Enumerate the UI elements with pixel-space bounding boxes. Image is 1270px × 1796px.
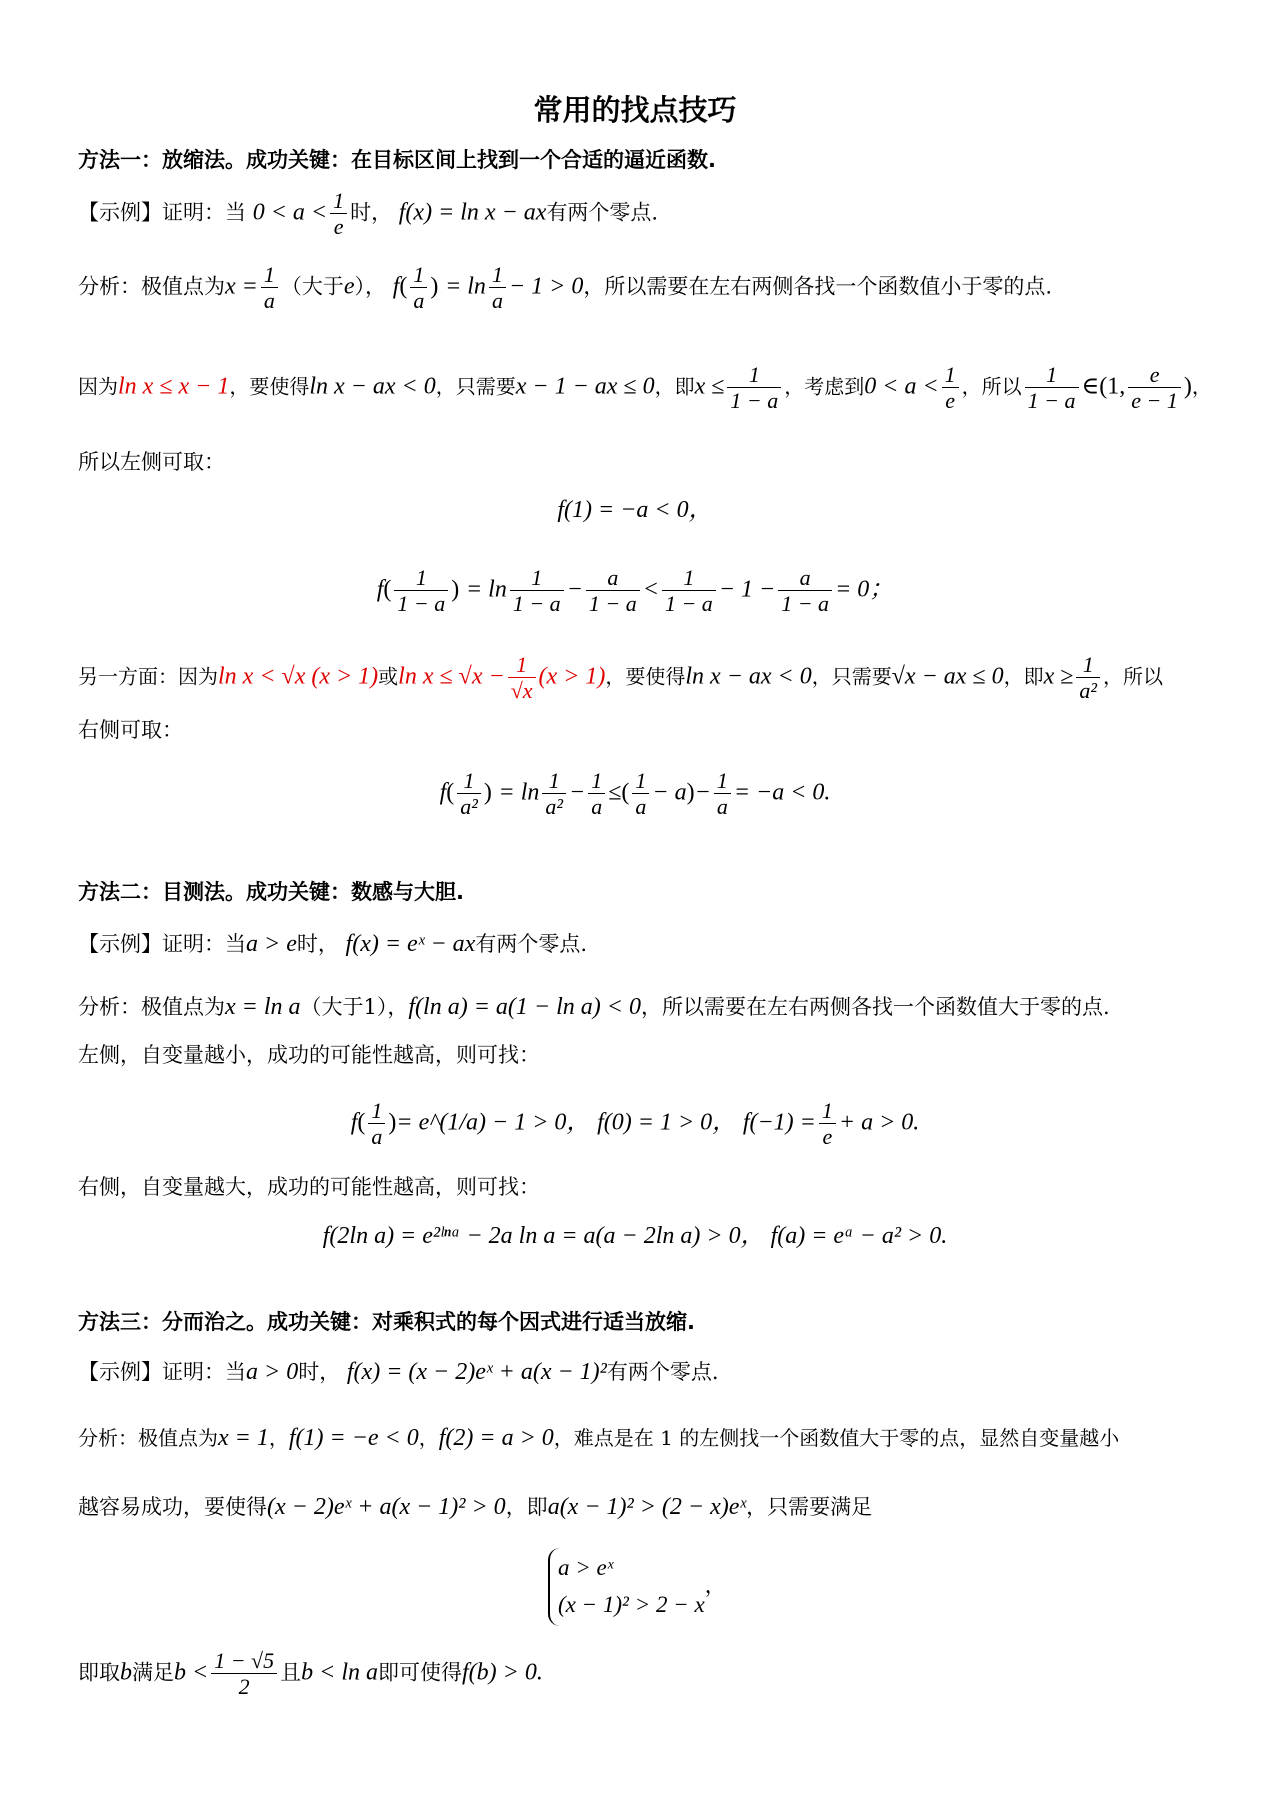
- analysis-f1: f(1) = −e < 0: [288, 1425, 419, 1451]
- analysis-text: ，只需要满足: [746, 1495, 873, 1519]
- need-text: ，只需要: [435, 374, 516, 399]
- frac-num: 1: [727, 362, 781, 388]
- frac-den: a²: [545, 794, 564, 820]
- analysis-suffix: ，所以需要在左右两侧各找一个函数值大于零的点.: [640, 995, 1110, 1019]
- fraction-1-over-a: [632, 768, 649, 820]
- fraction-1-over-e: [942, 362, 959, 414]
- right-take-text: 右侧可取：: [78, 718, 183, 742]
- final-text: 即可使得: [378, 1660, 462, 1685]
- analysis-prefix: 分析：极值点为: [78, 1426, 218, 1450]
- eq-rest: = e^(1/a) − 1 > 0，: [396, 1109, 591, 1136]
- case-brace: [548, 1548, 705, 1626]
- frac-den: a: [413, 288, 425, 314]
- example-mid: 时，: [298, 1360, 341, 1384]
- need-expr: x − 1 − ax ≤ 0: [515, 373, 655, 400]
- frac-den: a: [635, 794, 647, 820]
- frac-den: 1 − a: [397, 591, 446, 617]
- eq-minus: −: [569, 779, 586, 806]
- fraction-1-minus-sqrt5-over-2: [211, 1648, 277, 1700]
- eq-minus: −: [566, 576, 583, 603]
- because-text: 因为: [78, 374, 118, 399]
- fraction-1-over-a: [410, 262, 427, 314]
- analysis-prefix: 分析：极值点为: [78, 274, 225, 299]
- page-title: 常用的找点技巧: [533, 93, 737, 127]
- eq-right: f(2ln a) = e²ˡⁿᵃ − 2a ln a = a(a − 2ln a) > 0， f(a) = eᵃ − a² > 0.: [322, 1223, 948, 1249]
- inequality-condition: (x > 1): [538, 663, 606, 690]
- fraction-1-over-a-squared: [1076, 652, 1100, 704]
- eq-f0: f(0) = 1 > 0，: [597, 1109, 737, 1136]
- frac-den: a: [371, 1124, 383, 1150]
- analysis-paren: （大于1），: [300, 995, 409, 1019]
- analysis-expr1: (x − 2)eˣ + a(x − 1)² > 0: [267, 1494, 506, 1520]
- frac-num: 1: [330, 188, 347, 214]
- fraction-1-over-a: [714, 768, 731, 820]
- analysis-x: x = 1: [218, 1425, 269, 1451]
- eq-ln: = ln: [498, 779, 540, 806]
- method3-example: [78, 1358, 1210, 1387]
- example-condition: a > e: [246, 931, 297, 957]
- method3-final: [78, 1648, 1210, 1700]
- fraction-e-over-e-minus-1: [1128, 362, 1181, 414]
- need-expr: x ≥: [1043, 663, 1074, 690]
- eq-end: + a > 0.: [838, 1109, 920, 1136]
- example-function: f(x) = ln x − ax: [398, 199, 547, 226]
- example-suffix: 有两个零点.: [475, 932, 588, 956]
- frac-den: e − 1: [1131, 388, 1178, 414]
- frac-num: 1: [368, 1098, 385, 1124]
- example-tag: 【示例】: [78, 1360, 162, 1384]
- frac-num: 1: [714, 768, 731, 794]
- frac-num: 1: [662, 565, 716, 591]
- method3-analysis-line2: [78, 1493, 1210, 1522]
- analysis-x: x =: [225, 273, 258, 300]
- eq-minus: −: [694, 779, 711, 806]
- frac-den: 2: [238, 1674, 250, 1700]
- so-text: ，所以: [961, 374, 1022, 399]
- other-hand-text: 另一方面：因为: [78, 664, 218, 689]
- method3-cases: [548, 1548, 1210, 1626]
- interval-left: 1,: [1107, 373, 1126, 400]
- example-prefix: 证明：当: [162, 932, 246, 956]
- left-take-text: 所以左侧可取：: [78, 450, 225, 474]
- fraction-1-over-sqrt-x: [508, 652, 536, 704]
- fraction-1-over-a-squared: [542, 768, 566, 820]
- method1-analysis: 分析：极值点为x = $\frac{1}{a}$ （大于e）， f( $\frac{1}{a}$ ) = ln $\frac{1}{a}$ − 1 > 0，所以需要在左右两侧各找一个函数值小于零的点.: [78, 262, 1053, 314]
- fraction-1-over-a: [588, 768, 605, 820]
- analysis-paren: （大于: [280, 274, 344, 299]
- frac-den: 1 − a: [512, 591, 561, 617]
- analysis-f: f: [392, 273, 400, 300]
- fraction-1-over-a: [368, 1098, 385, 1150]
- fraction-1-over-e: [330, 188, 347, 240]
- case-2: (x − 1)² > 2 − x: [558, 1591, 705, 1617]
- equation-f1: [0, 496, 1270, 525]
- need-expr: ln x − ax < 0: [685, 663, 812, 690]
- analysis-e: e: [343, 273, 355, 300]
- fraction-1-over-1-minus-a: [394, 565, 448, 617]
- frac-num: 1: [942, 362, 959, 388]
- inequality-sqrt: ln x < √x (x > 1): [218, 663, 379, 690]
- inequality-sqrt-minus: ln x ≤ √x −: [398, 663, 505, 690]
- method2-right-text: 右侧，自变量越大，成功的可能性越高，则可找：: [78, 1175, 540, 1199]
- analysis-eq: = ln: [445, 273, 486, 300]
- method1-because: 因为ln x ≤ x − 1，要使得ln x − ax < 0，只需要x − 1 − ax ≤ 0，即x ≤ $\frac{1}{1 - a}$ ，考虑到0 < a < $\frac{1}{e}$ ，所以 $\frac{1}{1 - a}$ ∈(1, $\frac{e}{e - 1}$ )，: [78, 362, 1212, 414]
- frac-den: a: [591, 794, 603, 820]
- comma: ，: [418, 1426, 439, 1450]
- frac-num: 1: [1025, 362, 1079, 388]
- need-suffix: ，所以: [1103, 664, 1164, 689]
- fraction-1-over-1-minus-a: [510, 565, 564, 617]
- method3-heading: 方法三：分而治之。成功关键：对乘积式的每个因式进行适当放缩.: [78, 1310, 695, 1334]
- in-symbol: ∈: [1081, 373, 1100, 400]
- method2-left-equations: f( $\frac{1}{a}$ )= e^(1/a) − 1 > 0， f(0) = 1 > 0， f(−1) = $\frac{1}{e}$ + a > 0.: [350, 1098, 920, 1150]
- need-text: ，只需要: [811, 664, 892, 689]
- comma: ，: [1191, 374, 1212, 399]
- need-expr: ln x − ax < 0: [309, 373, 436, 400]
- example-tag: 【示例】: [78, 932, 162, 956]
- need-expr: x ≤: [694, 373, 725, 400]
- analysis-f: f(ln a) = a(1 − ln a) < 0: [408, 994, 641, 1020]
- frac-den: e: [333, 214, 344, 240]
- fraction-1-over-a-squared: [457, 768, 481, 820]
- method1-heading: 方法一：放缩法。成功关键：在目标区间上找到一个合适的逼近函数.: [78, 148, 716, 172]
- frac-den: a: [716, 794, 728, 820]
- or-text: 或: [378, 664, 399, 689]
- fraction-1-over-1-minus-a: [727, 362, 781, 414]
- final-b-lt: b <: [174, 1659, 209, 1686]
- analysis-suffix: ，所以需要在左右两侧各找一个函数值小于零的点.: [583, 274, 1053, 299]
- frac-num: 1: [410, 262, 427, 288]
- eq-end: = 0；: [835, 576, 894, 603]
- fraction-1-over-1-minus-a: [662, 565, 716, 617]
- analysis-paren-close: ），: [354, 274, 387, 299]
- frac-num: 1: [489, 262, 506, 288]
- eq-le: ≤: [608, 779, 622, 806]
- fraction-a-over-1-minus-a: $\frac{a}{1 - a}$: [778, 565, 832, 617]
- example-tag: 【示例】: [78, 200, 162, 225]
- frac-num: e: [1128, 362, 1181, 388]
- need-text: ，即: [1003, 664, 1044, 689]
- eq-f-minus1: f(−1) =: [742, 1109, 816, 1136]
- consider-expr: 0 < a <: [864, 373, 939, 400]
- need-expr: √x − ax ≤ 0: [891, 663, 1004, 690]
- fraction-1-over-e: [819, 1098, 836, 1150]
- frac-den: a: [263, 288, 275, 314]
- eq-minus-1: − 1 −: [718, 576, 776, 603]
- method2-analysis: [78, 993, 1210, 1022]
- frac-num: 1: [588, 768, 605, 794]
- frac-num: 1: [819, 1098, 836, 1124]
- frac-den: a²: [1079, 678, 1098, 704]
- frac-den: e: [822, 1124, 833, 1150]
- fraction-1-over-a: [261, 262, 278, 314]
- frac-den: a: [491, 288, 503, 314]
- final-text: 即取: [78, 1660, 120, 1685]
- frac-den: a²: [460, 794, 478, 820]
- frac-num: 1: [1076, 652, 1100, 678]
- method3-analysis-line1: [78, 1424, 1210, 1453]
- example-prefix: 证明：当: [162, 1360, 246, 1384]
- equation-f-1-over-1-minus-a: f( $\frac{1}{1 - a}$ ) = ln $\frac{1}{1 - a}$ − $\frac{a}{1 - a}$ < $\frac{1}{1 - a}$ − 1 − $\frac{a}{1 - a}$ = 0；: [376, 565, 894, 617]
- method2-example: [78, 930, 1210, 959]
- example-prefix: 证明：当: [162, 200, 246, 225]
- frac-den: √x: [510, 678, 533, 704]
- eq-end: = −a < 0.: [733, 779, 831, 806]
- frac-den: 1 − a: [1027, 388, 1076, 414]
- frac-den: e: [945, 388, 956, 414]
- frac-den: 1 − a: [730, 388, 779, 414]
- analysis-expr2: a(x − 1)² > (2 − x)eˣ: [547, 1494, 747, 1520]
- consider-text: ，考虑到: [784, 374, 865, 399]
- example-function: f(x) = (x − 2)eˣ + a(x − 1)²: [346, 1359, 607, 1385]
- comma: ，: [268, 1426, 289, 1450]
- fraction-1-over-a: [489, 262, 506, 314]
- fraction-a-over-1-minus-a: $\frac{a}{1 - a}$: [586, 565, 640, 617]
- case-1: a > eˣ: [558, 1555, 614, 1580]
- final-b-ln: b < ln a: [301, 1659, 378, 1686]
- analysis-x: x = ln a: [225, 994, 301, 1020]
- need-text: ，即: [654, 374, 695, 399]
- example-suffix: 有两个零点.: [606, 1360, 719, 1384]
- eq-f: f: [350, 1109, 358, 1136]
- eq-lt: <: [642, 576, 659, 603]
- method2-right-equations: [0, 1222, 1270, 1251]
- final-text: 满足: [132, 1660, 174, 1685]
- method2-left-text: 左侧，自变量越小，成功的可能性越高，则可找：: [78, 1043, 540, 1067]
- frac-num: 1: [261, 262, 278, 288]
- method2-heading: 方法二：目测法。成功关键：数感与大胆.: [78, 880, 464, 904]
- frac-num: 1: [394, 565, 448, 591]
- frac-num: 1: [632, 768, 649, 794]
- frac-num: 1: [457, 768, 481, 794]
- analysis-text: ，即: [505, 1495, 548, 1519]
- frac-num: 1: [542, 768, 566, 794]
- analysis-rest: − 1 > 0: [508, 273, 584, 300]
- frac-num: 1: [510, 565, 564, 591]
- equation-f1-text: f(1) = −a < 0，: [557, 497, 713, 523]
- frac-num: 1: [508, 652, 536, 678]
- example-mid: 时，: [296, 932, 339, 956]
- frac-den: 1 − a: [588, 591, 637, 617]
- analysis-f2: f(2) = a > 0: [438, 1425, 554, 1451]
- method1-other-hand: [78, 652, 1210, 704]
- need-text: ，要使得: [229, 374, 310, 399]
- analysis-prefix: 分析：极值点为: [78, 995, 225, 1019]
- analysis-rest: ，难点是在 1 的左侧找一个函数值大于零的点，显然自变量越小: [553, 1426, 1120, 1450]
- example-suffix: 有两个零点.: [546, 200, 659, 225]
- inequality-ln-x: ln x ≤ x − 1: [118, 373, 230, 400]
- frac-den: 1 − a: [664, 591, 713, 617]
- example-condition: a > 0: [246, 1359, 299, 1385]
- eq-f: f: [439, 779, 447, 806]
- example-condition: 0 < a <: [252, 199, 328, 226]
- final-text: 且: [280, 1660, 302, 1685]
- equation-f-1-over-a-squared: f( $\frac{1}{\text{a²}}$ ) = ln $\frac{1}{\text{a²}}$ − $\frac{1}{a}$ ≤( $\frac{1}{a}$ − a)− $\frac{1}{a}$ = −a < 0.: [439, 768, 831, 820]
- case-end: ，: [704, 1573, 726, 1598]
- fraction-1-over-1-minus-a: [1025, 362, 1079, 414]
- need-text: ，要使得: [605, 664, 686, 689]
- analysis-text: 越容易成功，要使得: [78, 1495, 267, 1519]
- frac-num: 1 − √5: [211, 1648, 277, 1674]
- frac-den: 1 − a: [781, 591, 830, 617]
- method1-example: [78, 188, 1210, 240]
- eq-minus-a: − a: [652, 779, 687, 806]
- example-mid: 时，: [350, 200, 393, 225]
- eq-ln: = ln: [465, 576, 507, 603]
- example-function: f(x) = eˣ − ax: [345, 931, 476, 957]
- final-fb: f(b) > 0.: [462, 1659, 543, 1686]
- final-b: b: [120, 1659, 132, 1686]
